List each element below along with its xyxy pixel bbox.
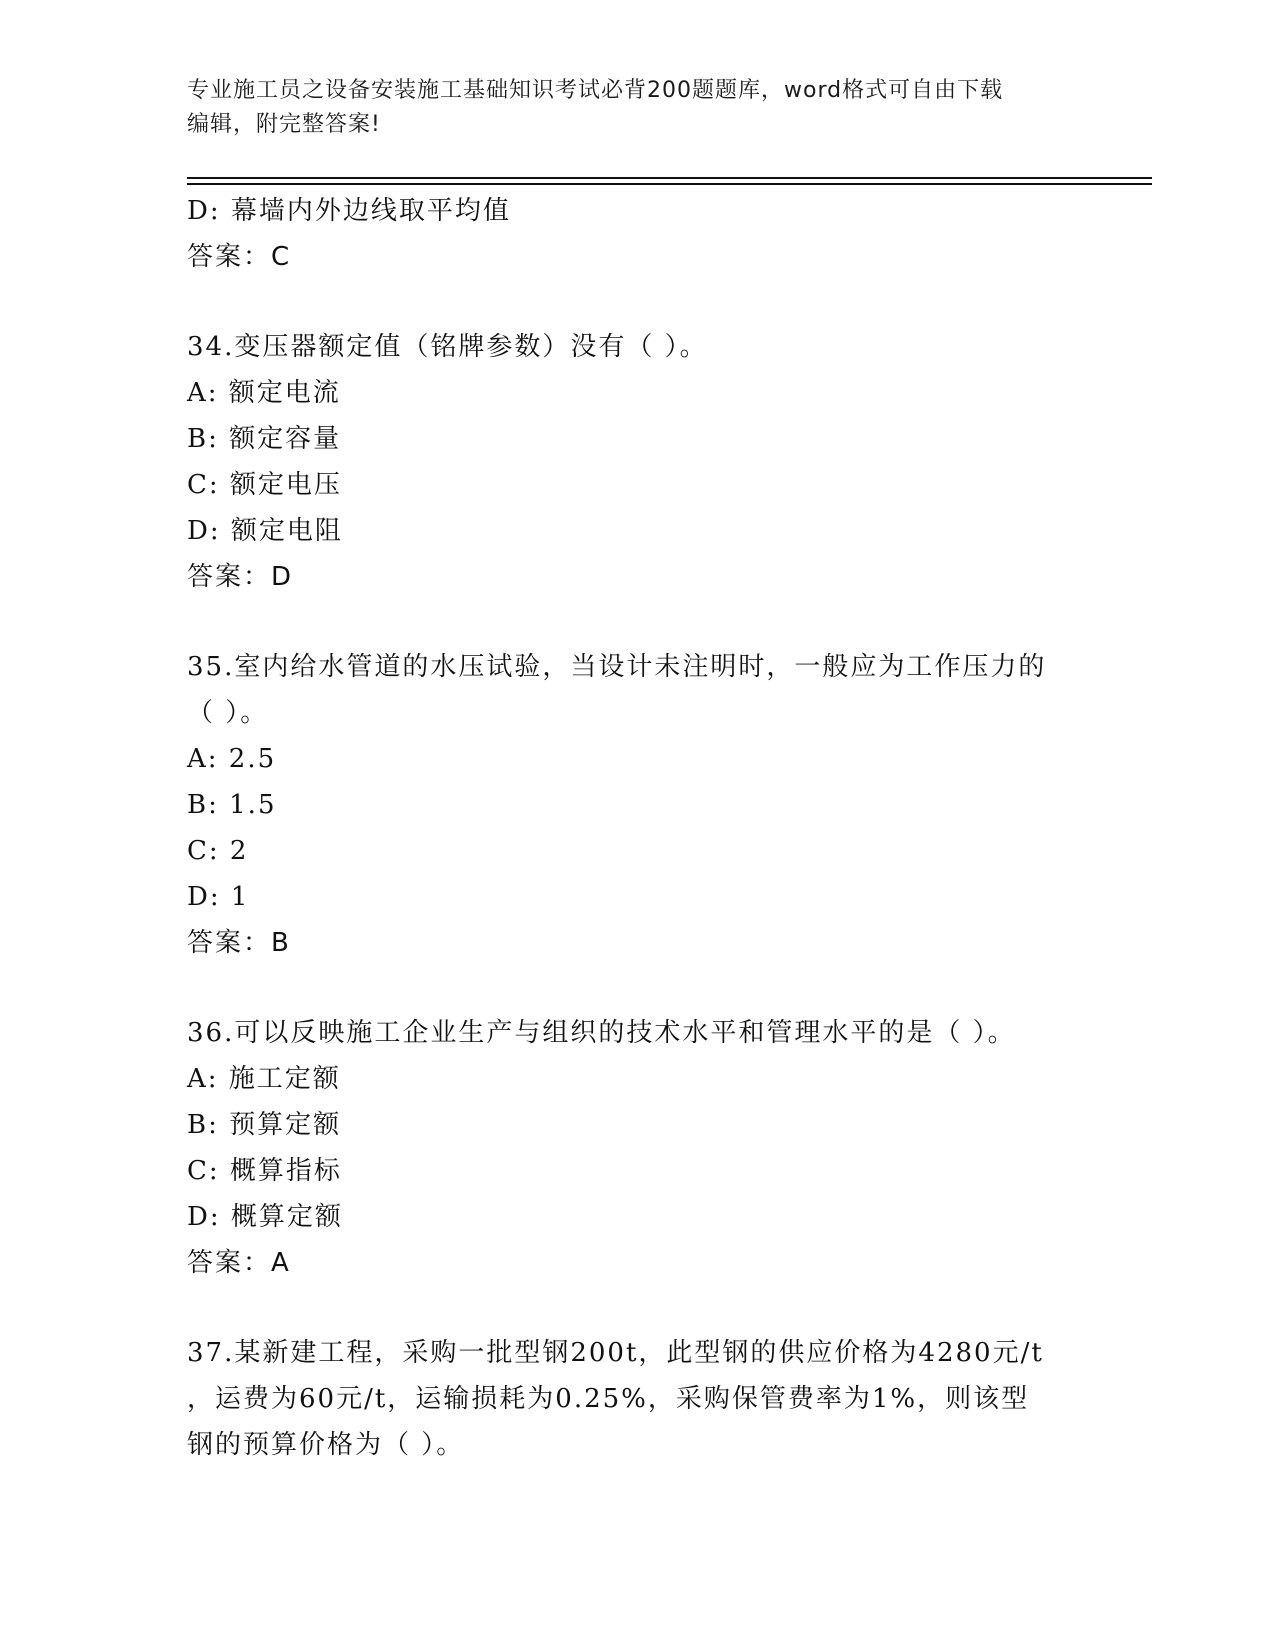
header-line-1: 专业施工员之设备安装施工基础知识考试必背200题题库，word格式可自由下载 (187, 78, 1004, 103)
answer-line: 答案：B (187, 928, 291, 958)
option-a: A: 2.5 (187, 744, 277, 774)
header-rule-top (187, 177, 1152, 179)
spacer (187, 280, 1087, 324)
question-stem-line-1: 35.室内给水管道的水压试验，当设计未注明时，一般应为工作压力的 (187, 652, 1047, 682)
answer-line: 答案：A (187, 1248, 291, 1278)
option-d: D: 额定电阻 (187, 516, 343, 546)
question-stem: 34.变压器额定值（铭牌参数）没有（ ）。 (187, 332, 708, 362)
option-b: B: 1.5 (187, 790, 277, 820)
option-d: D: 幕墙内外边线取平均值 (187, 196, 511, 226)
option-a: A: 额定电流 (187, 378, 341, 408)
question-34 (187, 324, 1087, 600)
spacer (187, 966, 1087, 1010)
answer-line: 答案：C (187, 242, 292, 272)
document-body (187, 188, 1087, 1468)
question-35 (187, 644, 1087, 966)
spacer (187, 600, 1087, 644)
answer-line: 答案：D (187, 562, 294, 592)
question-37 (187, 1330, 1087, 1468)
option-c: C: 额定电压 (187, 470, 342, 500)
header-rule-bottom (187, 183, 1152, 185)
question-stem: 36.可以反映施工企业生产与组织的技术水平和管理水平的是（ ）。 (187, 1018, 1016, 1048)
question-stem-line-1: 37.某新建工程，采购一批型钢200t，此型钢的供应价格为4280元/t (187, 1338, 1044, 1368)
option-d: D: 1 (187, 882, 250, 912)
spacer (187, 1286, 1087, 1330)
question-36 (187, 1010, 1087, 1286)
option-b: B: 预算定额 (187, 1110, 342, 1140)
option-c: C: 2 (187, 836, 249, 866)
header-line-2: 编辑，附完整答案! (187, 112, 381, 137)
option-d: D: 概算定额 (187, 1202, 343, 1232)
option-b: B: 额定容量 (187, 424, 342, 454)
question-stem-line-2: （ ）。 (187, 698, 269, 728)
question-stem-line-3: 钢的预算价格为（ ）。 (187, 1430, 465, 1460)
question-stem-line-2: ，运费为60元/t，运输损耗为0.25%，采购保管费率为1%，则该型 (187, 1384, 1030, 1414)
document-header (187, 74, 1067, 142)
option-a: A: 施工定额 (187, 1064, 341, 1094)
previous-question-tail (187, 188, 1087, 280)
option-c: C: 概算指标 (187, 1156, 342, 1186)
